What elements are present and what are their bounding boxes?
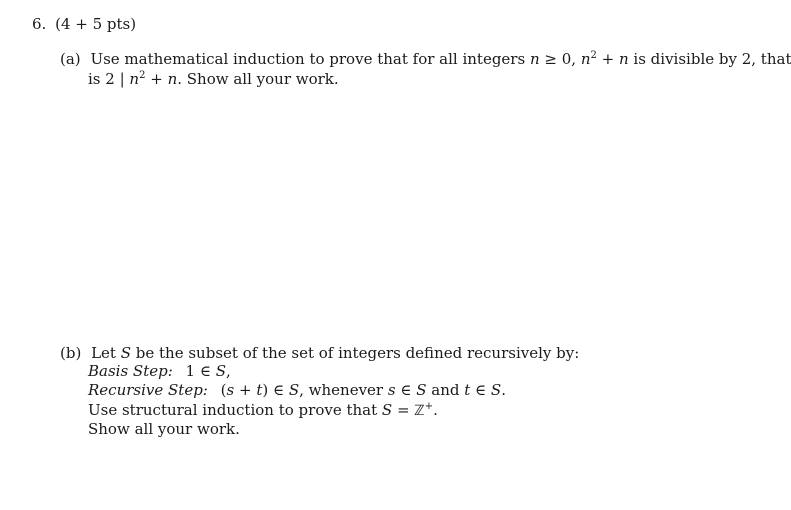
recursive-step-label: Recursive Step:	[88, 381, 208, 399]
part-a-text: Use mathematical induction to prove that for all integers n ≥ 0, $n^2 + n$ is divisible by 2, that	[90, 50, 791, 68]
problem-number: 6.	[32, 15, 47, 33]
part-b-label: (b)	[60, 344, 82, 362]
problem-points: (4 + 5 pts)	[55, 15, 137, 33]
structural-induction-line: Use structural induction to prove that S = ℤ+.	[88, 401, 438, 419]
part-b-line-1	[60, 344, 579, 362]
part-b-text: Let S be the subset of the set of integers defined recursively by:	[91, 344, 580, 362]
part-a-line-1	[60, 50, 791, 68]
integers-symbol: ℤ	[414, 403, 425, 419]
part-a-line-2: is 2 | $n^2 + n$. Show all your work.	[88, 70, 339, 88]
problem-header	[32, 15, 136, 33]
show-work-line: Show all your work.	[88, 420, 240, 438]
basis-step-label: Basis Step:	[88, 362, 173, 380]
basis-step: Basis Step: 1 ∈ S,	[88, 362, 231, 380]
recursive-step: Recursive Step: (s + t) ∈ S, whenever s ∈ S and t ∈ S.	[88, 381, 506, 399]
part-a-label: (a)	[60, 50, 81, 68]
